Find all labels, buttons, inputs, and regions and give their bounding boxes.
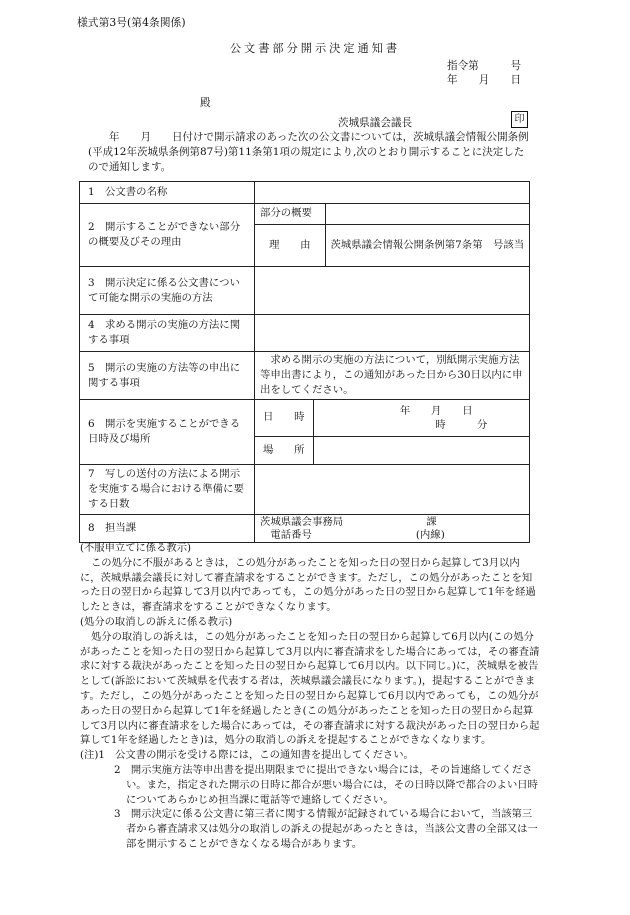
place-value xyxy=(313,436,529,464)
name-label: 1 公文書の名称 xyxy=(80,182,255,204)
table-row xyxy=(80,400,530,465)
application-label: 5 開示の実施の方法等の申出に関する事項 xyxy=(80,352,255,400)
note-3: 3 開示決定に係る公文書に第三者に関する情報が記録されている場合において，当該第三者から審査請求又は処分の取消しの訴えの提起があったときは，当該公文書の全部又は一部を開示することができなくなる場合があります。 xyxy=(114,808,538,850)
notice-table xyxy=(79,181,530,543)
department-label: 8 担当課 xyxy=(80,515,255,543)
table-row xyxy=(80,204,530,267)
table-row xyxy=(80,315,530,352)
note-2: 2 開示実施方法等申出書を提出期限までに提出できない場合には，その旨連絡してください。また，指定された開示の日時に都合が悪い場合には，その日時以降で都合のよい日時についてあらかじめ担当課に電話等で連絡してください。 xyxy=(114,763,538,806)
reason-value: 茨城県議会情報公開条例第7条第 号該当 xyxy=(325,224,529,266)
undisclosed-subtable xyxy=(255,204,529,266)
schedule-subtable xyxy=(255,400,529,464)
copy-days-label: 7 写しの送付の方法による開示を実施する場合における準備に要する日数 xyxy=(80,465,255,515)
outline-value xyxy=(325,204,529,224)
issue-date: 年 月 日 xyxy=(447,74,522,86)
intro-paragraph: 年 月 日付けで開示請求のあった次の公文書については，茨城県議会情報公開条例(平成12年茨城県条例第87号)第11条第1項の規定により,次のとおり開示することに決定したので通知します。 xyxy=(88,131,529,173)
addressee: 殿 xyxy=(200,97,211,109)
appeal-heading: (不服申立てに係る教示) xyxy=(80,542,192,554)
table-row xyxy=(80,182,530,204)
appeal-text: この処分に不服があるときは，この処分があったことを知った日の翌日から起算して3月以内に，茨城県議会議長に対して審査請求をすることができます。ただし，この処分があったことを知った日の翌日から起算して3月以内であっても，この処分があった日の翌日から起算して1年を経過したときは，審査請求をすることができなくなります。 xyxy=(80,556,536,614)
undisclosed-label: 2 開示することができない部分の概要及びその理由 xyxy=(80,204,255,267)
name-value xyxy=(255,182,530,204)
suit-text: 処分の取消しの訴えは，この処分があったことを知った日の翌日から起算して6月以内(この処分があったことを知った日の翌日から起算して3月以内に審査請求をした場合にあっては，その審査請求に対する裁決があったことを知った日の翌日から起算して6月以内。以下同じ。)に，茨城県を被告として(訴訟において茨城県を代表する者は，茨城県議会議長になります。)，提起することができます。ただし，この処分があったことを知った日の翌日から起算して6月以内であっても，この処分があった日の翌日から起算して1年を経過したとき(この処分があったことを知った日の翌日から起算して3月以内に審査請求をした場合にあっては，その審査請求に対する裁決があった日の翌日から起算して1年を経過したとき)は，処分の取消しの訴えを提起することができなくなります。 xyxy=(80,630,540,747)
note-1: (注)1 公文書の開示を受ける際には，この通知書を提出してください。 xyxy=(80,749,414,762)
table-row xyxy=(80,352,530,400)
reason-label: 理 由 xyxy=(255,224,325,266)
document-title: 公文書部分開示決定通知書 xyxy=(229,42,401,55)
department-phone: 電話番号 (内線) xyxy=(260,528,445,541)
datetime-time: 時 分 xyxy=(435,418,488,431)
suit-heading: (処分の取消しの訴えに係る教示) xyxy=(80,615,233,628)
department-name: 茨城県議会事務局 課 xyxy=(260,515,437,528)
table-row xyxy=(80,267,530,315)
application-value: 求める開示の実施の方法について，別紙開示実施方法等申出書により，この通知があった日から30日以内に申出をしてください。 xyxy=(255,352,530,400)
method-label: 3 開示決定に係る公文書について可能な開示の実施の方法 xyxy=(80,267,255,315)
requested-method-label: 4 求める開示の実施の方法に関する事項 xyxy=(80,315,255,352)
table-row xyxy=(80,465,530,515)
datetime-label: 日 時 xyxy=(255,400,313,436)
copy-days-value xyxy=(255,465,530,515)
outline-label: 部分の概要 xyxy=(255,204,325,224)
issuer-name: 茨城県議会議長 xyxy=(338,117,413,129)
form-number: 様式第3号(第4条関係) xyxy=(77,16,186,29)
datetime-date: 年 月 日 xyxy=(399,404,473,417)
seal-mark: 印 xyxy=(511,111,528,128)
reference-number: 指令第 号 xyxy=(447,60,522,72)
datetime-value xyxy=(313,400,529,436)
place-label: 場 所 xyxy=(255,436,313,464)
requested-method-value xyxy=(255,315,530,352)
department-value xyxy=(255,515,530,543)
method-value xyxy=(255,267,530,315)
notes-section xyxy=(80,541,540,852)
table-row xyxy=(80,515,530,543)
schedule-label: 6 開示を実施することができる日時及び場所 xyxy=(80,400,255,465)
